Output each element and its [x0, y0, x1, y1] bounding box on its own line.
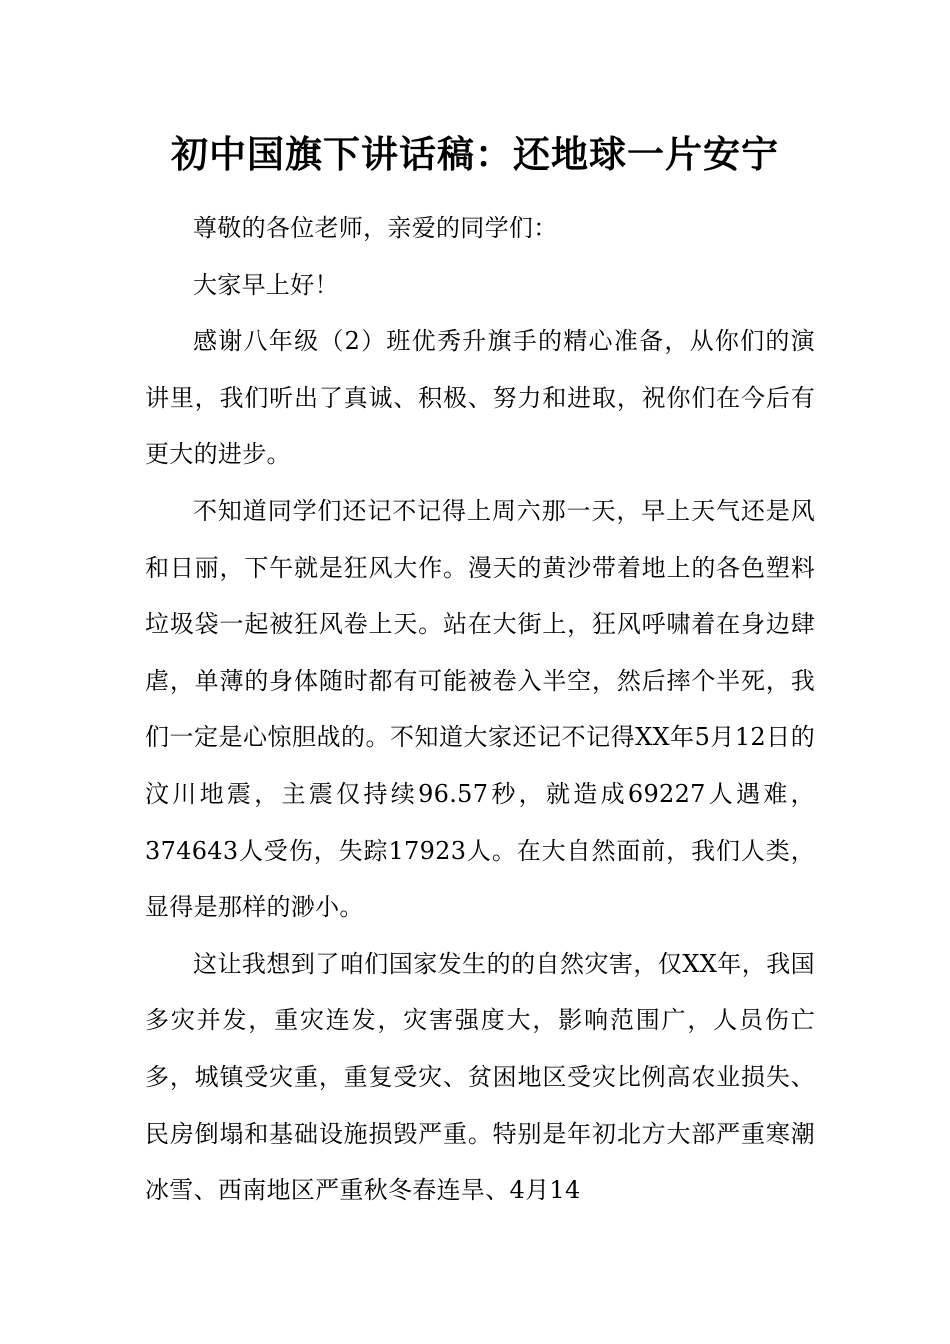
- body-paragraph: 不知道同学们还记不记得上周六那一天，早上天气还是风和日丽，下午就是狂风大作。漫天的黄沙带着地上的各色塑料垃圾袋一起被狂风卷上天。站在大街上，狂风呼啸着在身边肆虐，单薄的身体随时都有可能被卷入半空，然后摔个半死，我们一定是心惊胆战的。不知道大家还记不记得XX年5月12日的汶川地震，主震仅持续96.57秒，就造成69227人遇难，374643人受伤，失踪17923人。在大自然面前，我们人类，显得是那样的渺小。: [145, 496, 815, 922]
- salutation-paragraph: 尊敬的各位老师，亲爱的同学们：: [193, 214, 558, 242]
- body-paragraph: 感谢八年级（2）班优秀升旗手的精心准备，从你们的演讲里，我们听出了真诚、积极、努力和进取，祝你们在今后有更大的进步。: [145, 327, 815, 469]
- document-body: [145, 200, 815, 1219]
- greeting-paragraph: 大家早上好！: [193, 270, 339, 299]
- document-title: 初中国旗下讲话稿：还地球一片安宁: [171, 132, 779, 176]
- body-paragraph: 这让我想到了咱们国家发生的的自然灾害，仅XX年，我国多灾并发，重灾连发，灾害强度大，影响范围广，人员伤亡多，城镇受灾重，重复受灾、贫困地区受灾比例高农业损失、民房倒塌和基础设施损毁严重。特别是年初北方大部严重寒潮冰雪、西南地区严重秋冬春连旱、4月14: [145, 949, 815, 1205]
